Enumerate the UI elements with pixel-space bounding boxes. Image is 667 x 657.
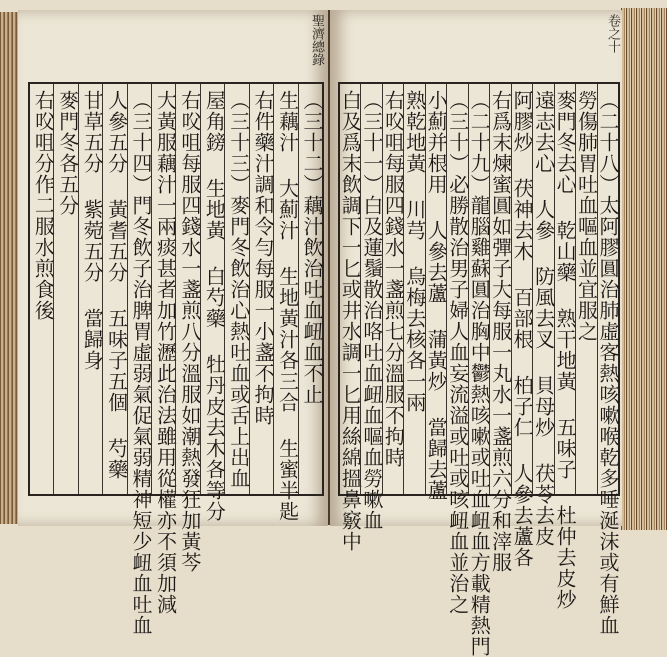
right-page-text-column: 白及爲末飲調下一匕或井水調一匕用絲綿搵鼻竅中 (338, 90, 363, 552)
right-page-text-column: 勞傷肺胃吐血嘔血並宜服之 (575, 84, 596, 494)
left-page-text-column: （三十四）門冬飲子治脾胃虛弱氣促氣弱精神短少衄血吐血 (127, 84, 151, 494)
left-page-text-column: 屋角鎊 生地黃 白芍藥 牡丹皮去木各等分 (200, 84, 224, 494)
left-page-text-column: 右件藥汁調和令勻每服一小盞不拘時 (249, 84, 273, 494)
right-page-text-column: 遠志去心 人參 防風去叉 貝母炒 茯苓去皮 (532, 84, 553, 494)
page-edges-right (621, 8, 667, 530)
right-page-text-column: 阿膠炒 茯神去木 百部根 柏子仁 人參去蘆各 (511, 84, 532, 494)
left-page-columns (30, 84, 324, 636)
left-page-text-column: 大黃服藕汁一兩痰甚者加竹瀝此治法雖用從權亦不須加減 (151, 84, 175, 494)
left-page-text-column: 右㕮咀每服四錢水一盞煎八分溫服如潮熱發狂加黃芩 (175, 84, 199, 494)
left-page-header: 聖濟總錄 (309, 14, 324, 66)
right-page-text-column: 右㕮咀每服四錢水一盞煎七分溫服不拘時 (382, 84, 403, 494)
left-page-text-column: 生藕汁 大薊汁 生地黃汁各三合 生蜜半匙 (273, 84, 297, 494)
right-page-columns (338, 84, 620, 657)
right-page-text-column: （二十九）龍腦雞蘇圓治胸中鬱熱咳嗽或吐血衄血方載精熱門 (468, 84, 489, 494)
right-page-text-frame (338, 82, 620, 657)
right-page-text-column: （三十）必勝散治男子婦人血妄流溢或吐或咳衄血並治之 (446, 84, 467, 494)
left-page-text-column: 右㕮咀分作二服水煎食後 (31, 90, 56, 321)
right-page-text-column: 熟乾地黃 川芎 烏梅去核各一兩 (403, 84, 424, 494)
right-page-text-column: 右爲末煉蜜圓如彈子大每服一丸水一盞煎六分和滓服 (489, 84, 510, 494)
right-page-text-column: 麥門冬去心 乾山藥 熟干地黃 五味子 杜仲去皮炒 (554, 84, 575, 494)
left-page-text-column: （三十三）麥門冬飲治心熱吐血或舌上出血 (224, 84, 248, 494)
left-page-text-frame (28, 82, 324, 636)
book-gutter (328, 10, 330, 525)
right-page-header: 卷之十 (605, 14, 620, 53)
right-page-text-column: 小薊并根用 人參去蘆 蒲黃炒 當歸去蘆 (425, 84, 446, 494)
left-page-text-column: 麥門冬各五分 (53, 84, 77, 494)
page-edges-left (0, 12, 20, 524)
left-page-text-column: 甘草五分 紫菀五分 當歸身 (78, 84, 102, 494)
right-page-text-column: （三十一）白及蓮鬚散治咯吐血衄血嘔血勞嗽血 (360, 84, 381, 494)
right-page-text-column: （二十八）太阿膠圓治肺虛客熱咳嗽喉乾多唾涎沫或有鮮血 (597, 84, 618, 494)
left-page-text-column: 人參五分 黃耆五分 五味子五個 芍藥 (102, 84, 126, 494)
left-page-text-column: （三十二）藕汁飲治吐血衄血不止 (298, 84, 322, 494)
